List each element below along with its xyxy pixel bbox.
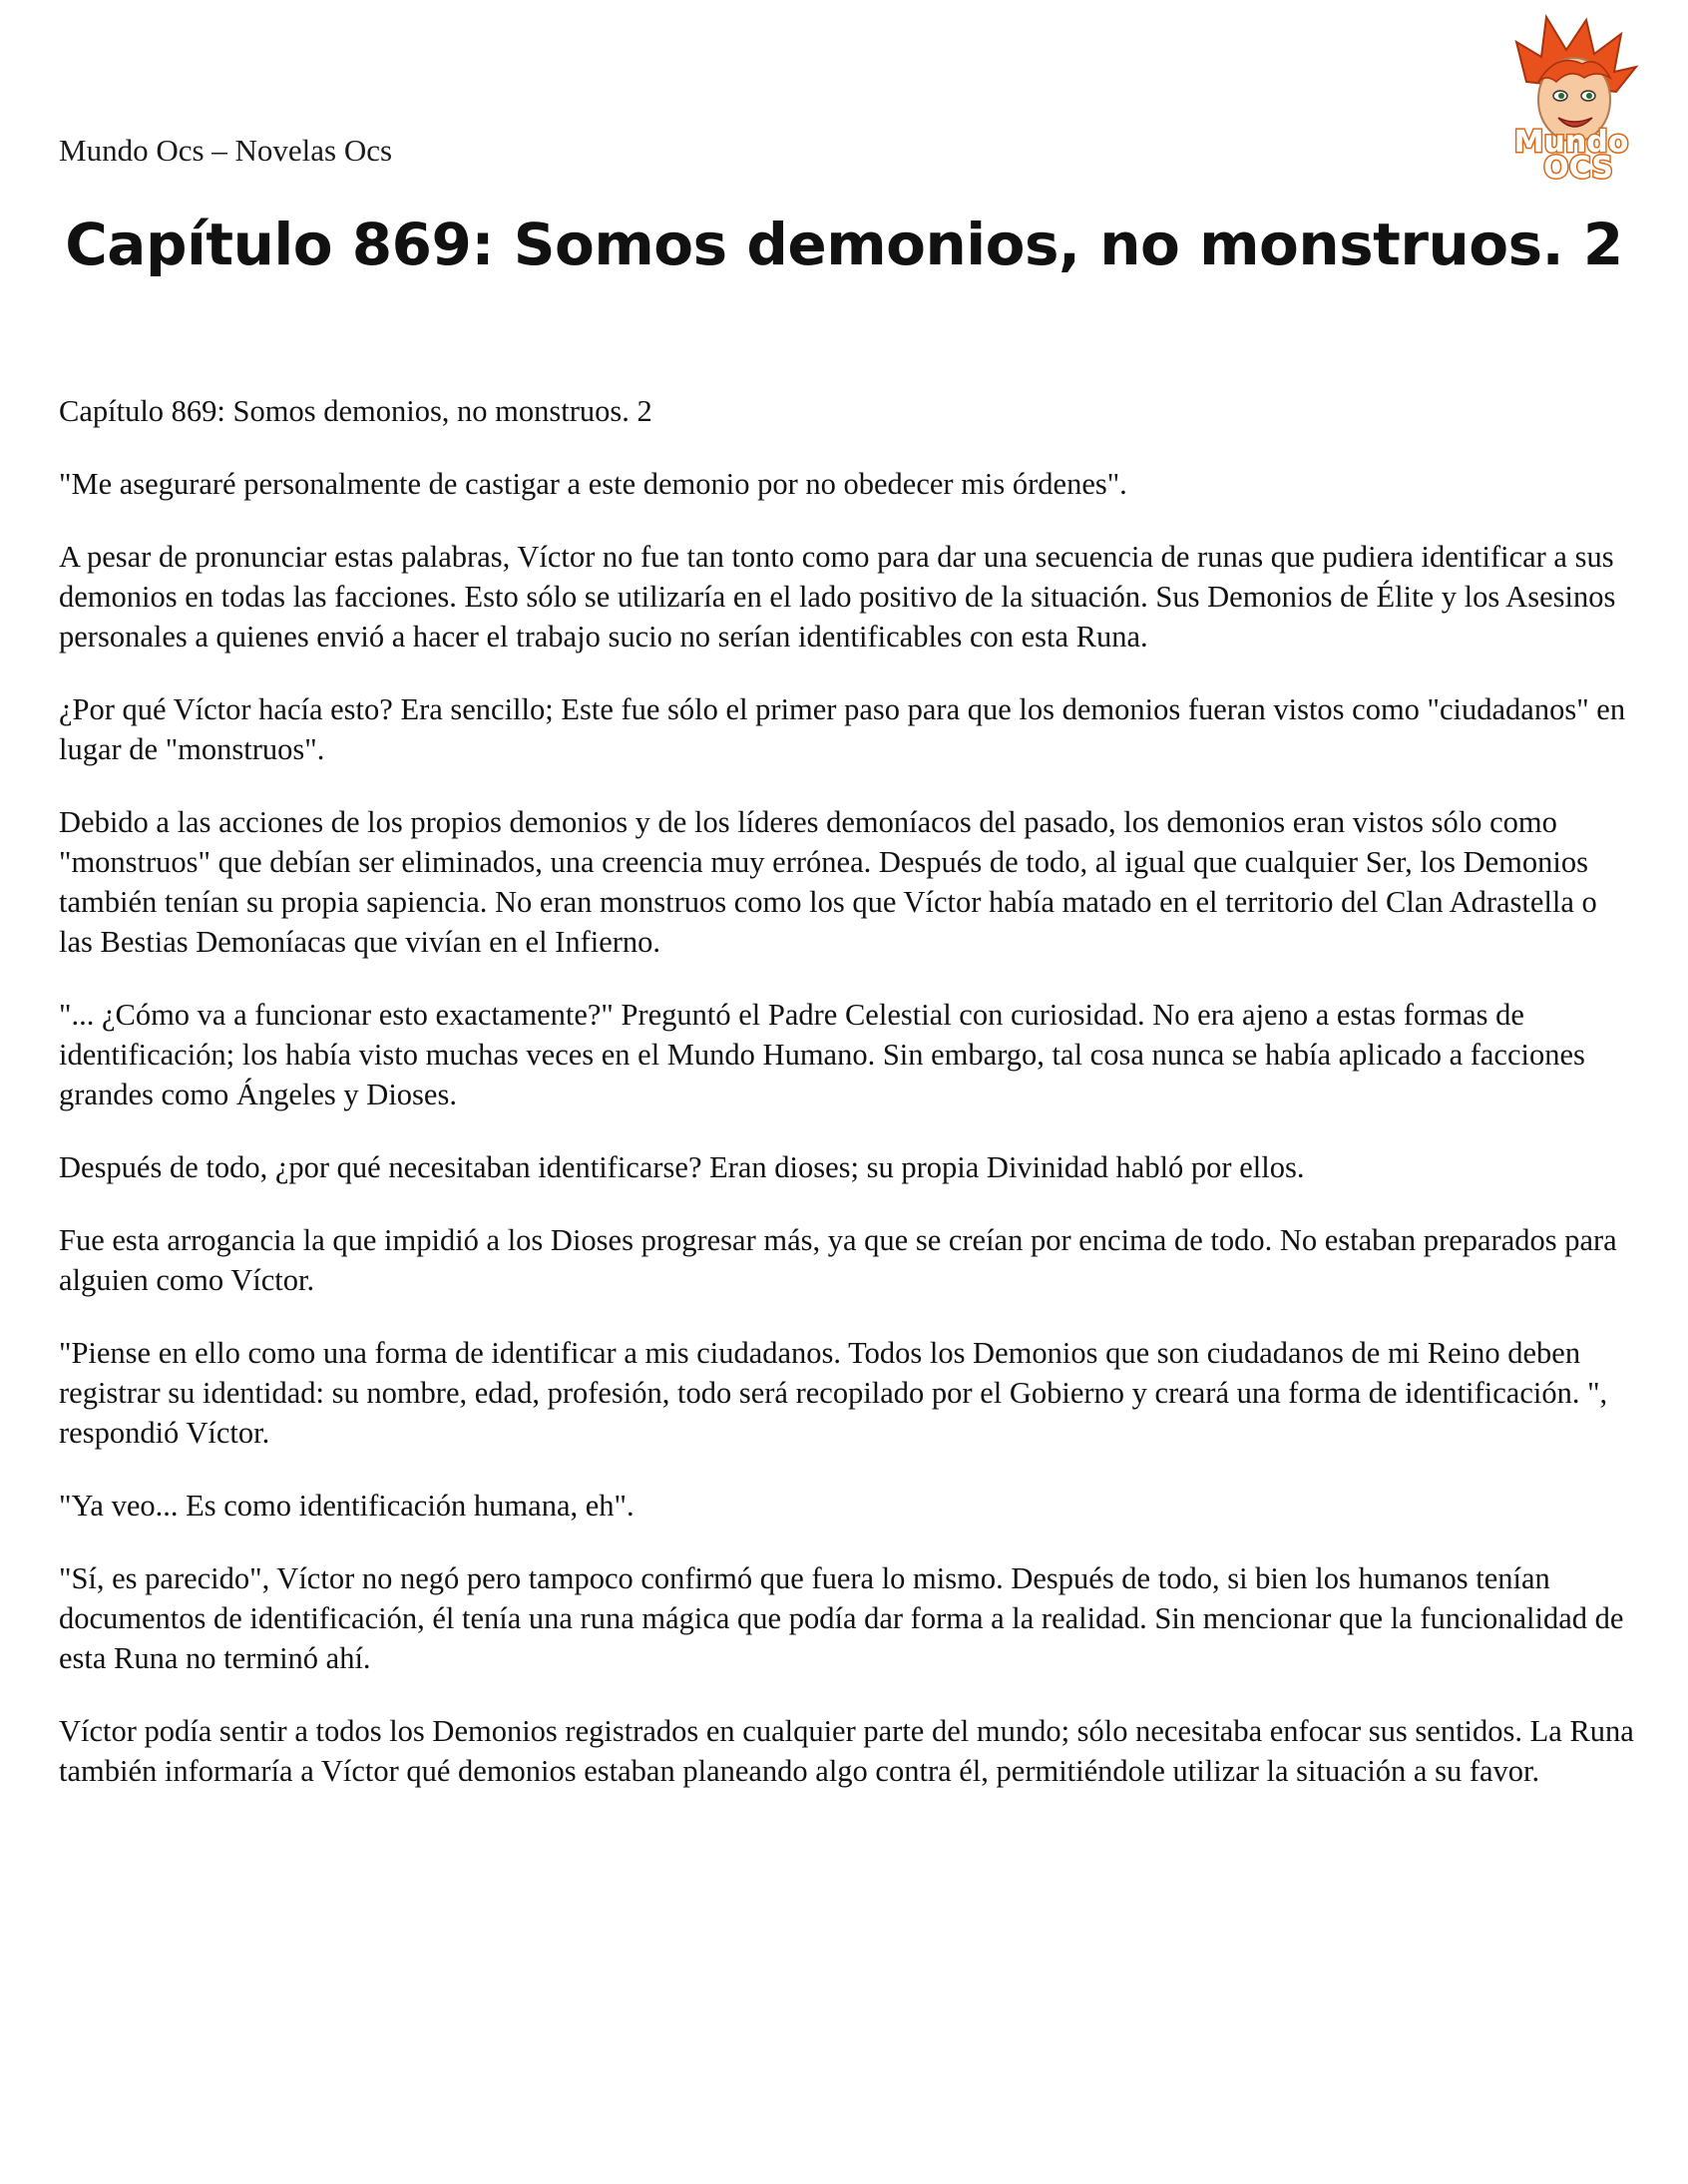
- paragraph: "Piense en ello como una forma de identificar a mis ciudadanos. Todos los Demonios que son ciudadanos de mi Reino deben registrar su identidad: su nombre, edad, profesión, todo será recopilado por el Gobierno y creará una forma de identificación. ", respondió Víctor.: [59, 1336, 1608, 1450]
- paragraph: Fue esta arrogancia la que impidió a los Dioses progresar más, ya que se creían por encima de todo. No estaban preparados para alguien como Víctor.: [59, 1223, 1617, 1297]
- paragraph: Después de todo, ¿por qué necesitaban identificarse? Eran dioses; su propia Divinidad habló por ellos.: [59, 1150, 1305, 1184]
- paragraph: ¿Por qué Víctor hacía esto? Era sencillo; Este fue sólo el primer paso para que los demonios fueran vistos como "ciudadanos" en lugar de "monstruos".: [59, 692, 1626, 766]
- svg-text:Mundo: Mundo: [1513, 125, 1629, 160]
- paragraph: "Sí, es parecido", Víctor no negó pero tampoco confirmó que fuera lo mismo. Después de todo, si bien los humanos tenían documentos de identificación, él tenía una runa mágica que podía dar forma a la realidad. Sin mencionar que la funcionalidad de esta Runa no terminó ahí.: [59, 1561, 1624, 1675]
- svg-text:OCS: OCS: [1543, 151, 1613, 182]
- chapter-body: [59, 391, 1635, 1824]
- paragraph: Debido a las acciones de los propios demonios y de los líderes demoníacos del pasado, los demonios eran vistos sólo como "monstruos" que debían ser eliminados, una creencia muy errónea. Después de todo, al igual que cualquier Ser, los Demonios también tenían su propia sapiencia. No eran monstruos como los que Víctor había matado en el territorio del Clan Adrastella o las Bestias Demoníacas que vivían en el Infierno.: [59, 805, 1597, 959]
- paragraph: A pesar de pronunciar estas palabras, Víctor no fue tan tonto como para dar una secuencia de runas que pudiera identificar a sus demonios en todas las facciones. Esto sólo se utilizaría en el lado positivo de la situación. Sus Demonios de Élite y los Asesinos personales a quienes envió a hacer el trabajo sucio no serían identificables con esta Runa.: [59, 540, 1616, 654]
- paragraph: Víctor podía sentir a todos los Demonios registrados en cualquier parte del mundo; sólo necesitaba enfocar sus sentidos. La Runa también informaría a Víctor qué demonios estaban planeando algo contra él, permitiéndole utilizar la situación a su favor.: [59, 1714, 1634, 1788]
- paragraph: "Ya veo... Es como identificación humana, eh".: [59, 1489, 634, 1523]
- paragraph: "Me aseguraré personalmente de castigar a este demonio por no obedecer mis órdenes".: [59, 467, 1127, 501]
- mundo-ocs-logo: [1486, 12, 1656, 182]
- chapter-title: Capítulo 869: Somos demonios, no monstruos. 2: [65, 211, 1623, 278]
- paragraph: "... ¿Cómo va a funcionar esto exactamente?" Preguntó el Padre Celestial con curiosidad. No era ajeno a estas formas de identificación; los había visto muchas veces en el Mundo Humano. Sin embargo, tal cosa nunca se había aplicado a facciones grandes como Ángeles y Dioses.: [59, 998, 1585, 1111]
- paragraph: Capítulo 869: Somos demonios, no monstruos. 2: [59, 394, 652, 428]
- site-header: Mundo Ocs – Novelas Ocs: [59, 133, 393, 168]
